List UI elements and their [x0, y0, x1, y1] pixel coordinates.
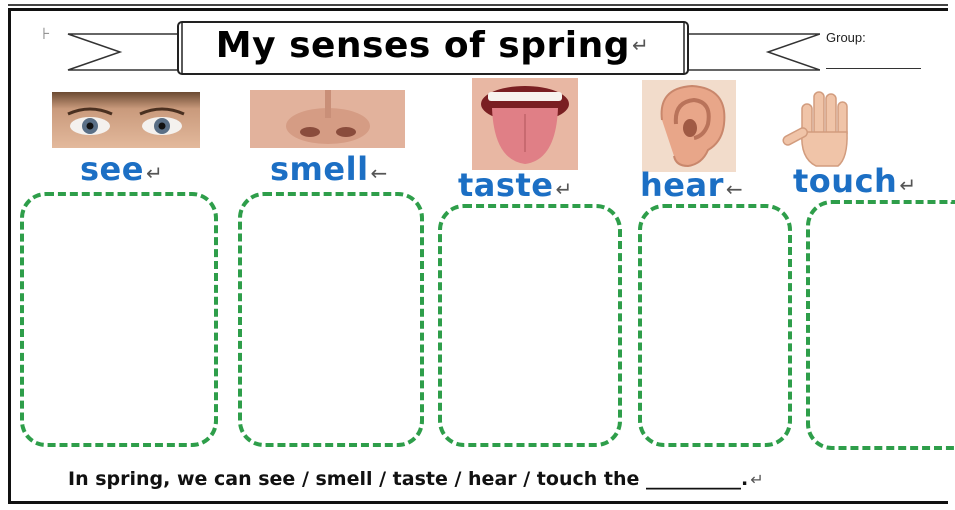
nose-icon — [250, 90, 405, 148]
return-mark: ↵ — [899, 173, 917, 197]
group-label: Group: — [826, 30, 866, 45]
drawing-box-touch[interactable] — [806, 200, 955, 450]
return-mark: ↵ — [555, 177, 573, 201]
return-mark: ← — [370, 161, 388, 185]
eyes-icon — [52, 92, 200, 148]
sense-label-smell — [270, 150, 388, 188]
sense-label-touch — [793, 162, 917, 200]
title-text: My senses of spring — [215, 24, 630, 66]
tongue-icon — [472, 78, 578, 170]
footer-text: In spring, we can see / smell / taste / hear / touch the __________. — [68, 468, 749, 490]
return-mark: ↵ — [145, 161, 164, 185]
return-mark: ← — [725, 177, 744, 201]
group-answer-line — [826, 68, 921, 69]
drawing-box-see[interactable] — [20, 192, 218, 447]
sense-word: touch — [793, 162, 898, 200]
sense-label-hear — [640, 166, 743, 204]
sense-word: see — [80, 150, 144, 188]
hand-icon — [780, 88, 864, 172]
sense-word: taste — [458, 166, 554, 204]
top-rule — [8, 4, 948, 6]
ribbon-right-tail — [680, 34, 820, 70]
drawing-box-hear[interactable] — [638, 204, 792, 447]
sense-label-see — [80, 150, 163, 188]
ear-icon — [642, 80, 736, 172]
sense-label-taste — [458, 166, 573, 204]
title-return-mark: ↵ — [631, 33, 650, 57]
sense-word: smell — [270, 150, 369, 188]
footer-return-mark: ↵ — [750, 470, 764, 489]
sense-word: hear — [640, 166, 724, 204]
page-title — [180, 20, 685, 70]
corner-mark: ⊦ — [42, 24, 51, 43]
drawing-box-smell[interactable] — [238, 192, 424, 447]
drawing-box-taste[interactable] — [438, 204, 622, 447]
footer-sentence — [68, 468, 764, 490]
